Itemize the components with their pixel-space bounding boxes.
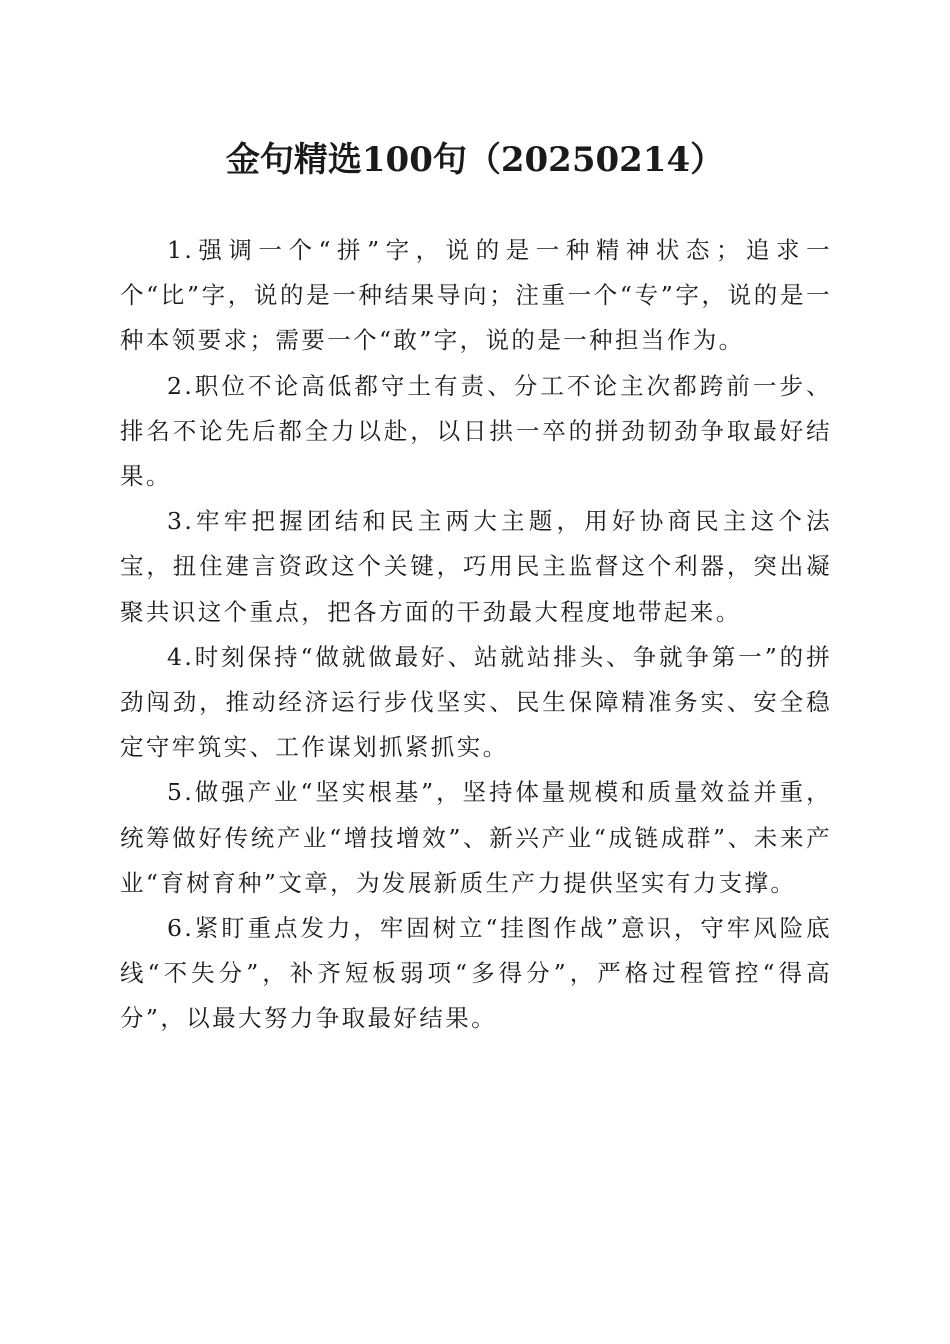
document-body bbox=[120, 228, 832, 1042]
paragraph-2: 2.职位不论高低都守土有责、分工不论主次都跨前一步、排名不论先后都全力以赴，以日拱一卒的拼劲韧劲争取最好结果。 bbox=[120, 371, 832, 491]
paragraph-5: 5.做强产业“坚实根基”，坚持体量规模和质量效益并重，统筹做好传统产业“增技增效”、新兴产业“成链成群”、未来产业“育树育种”文章，为发展新质生产力提供坚实有力支撑。 bbox=[120, 778, 832, 897]
paragraph-4: 4.时刻保持“做就做最好、站就站排头、争就争第一”的拼劲闯劲，推动经济运行步伐坚实、民生保障精准务实、安全稳定守牢筑实、工作谋划抓紧抓实。 bbox=[120, 642, 832, 762]
paragraph-6: 6.紧盯重点发力，牢固树立“挂图作战”意识，守牢风险底线“不失分”，补齐短板弱项“多得分”，严格过程管控“得高分”，以最大努力争取最好结果。 bbox=[120, 914, 832, 1033]
document-title: 金句精选100句（20250214） bbox=[225, 140, 725, 180]
paragraph-3: 3.牢牢把握团结和民主两大主题，用好协商民主这个法宝，扭住建言资政这个关键，巧用民主监督这个利器，突出凝聚共识这个重点，把各方面的干劲最大程度地带起来。 bbox=[120, 507, 832, 626]
paragraph-1: 1.强调一个“拼”字，说的是一种精神状态；追求一个“比”字，说的是一种结果导向；注重一个“专”字，说的是一种本领要求；需要一个“敢”字，说的是一种担当作为。 bbox=[120, 236, 832, 355]
